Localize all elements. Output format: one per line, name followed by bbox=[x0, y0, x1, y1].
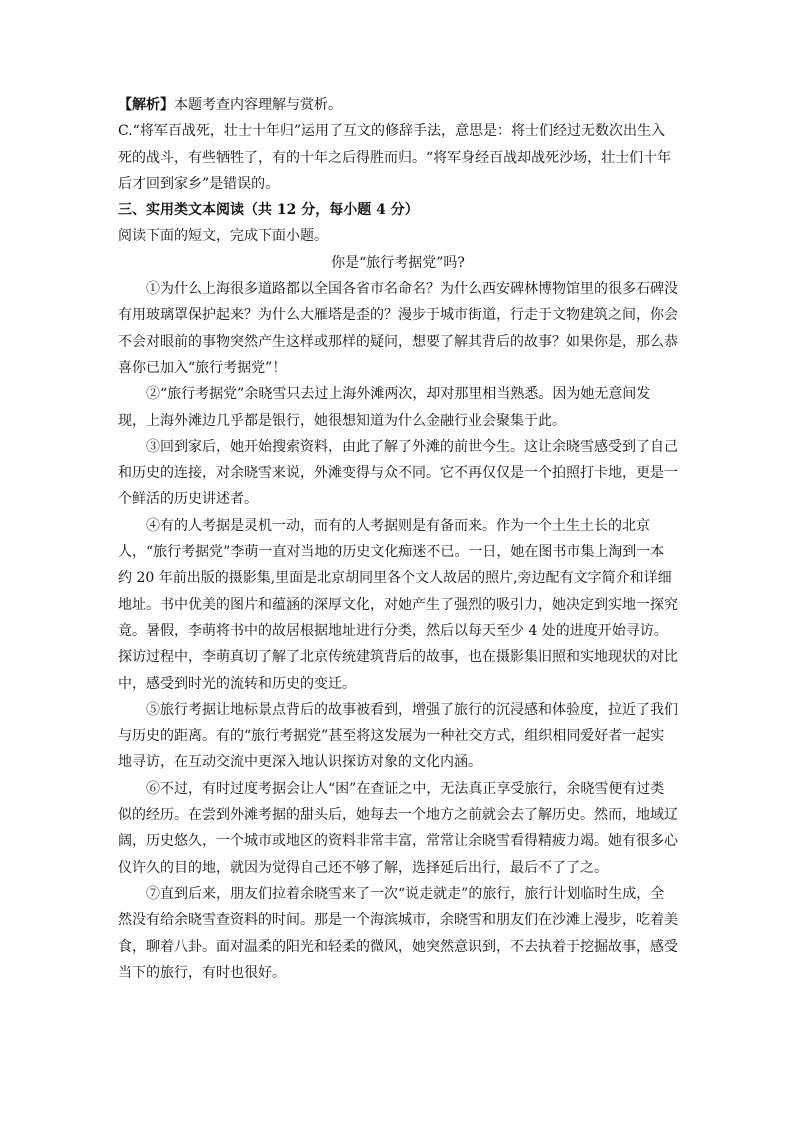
article-title: 你是“旅行考据党”吗? bbox=[331, 254, 465, 271]
article-paragraph: ④有的人考据是灵机一动，而有的人考据则是有备而来。作为一个土生土长的北京人，“旅行考据党”李萌一直对当地的历史文化痴迷不已。一日，她在图书市集上淘到一本约 20 年前出版的摄影集,里面是北京胡同里各个文人故居的照片,旁边配有文字简介和详细地址。书中优美的图片和蕴涵的深厚文化，对她产生了强烈的吸引力，她决定到实地一探究竟。暑假，李萌将书中的故居根据地址进行分类，然后以每天至少 4 处的进度开始寻访。探访过程中，李萌真切了解了北京传统建筑背后的故事，也在摄影集旧照和实地现状的对比中，感受到时光的流转和历史的变迁。 bbox=[118, 517, 678, 692]
section-instruction: 阅读下面的短文，完成下面小题。 bbox=[118, 228, 328, 245]
article-paragraph: ①为什么上海很多道路都以全国各省市名命名？为什么西安碑林博物馆里的很多石碑没有用玻璃罩保护起来？为什么大雁塔是歪的？漫步于城市街道，行走于文物建筑之间，你会不会对眼前的事物突然产生这样或那样的疑问，想要了解其背后的故事？如果你是，那么恭喜你已加入“旅行考据党”！ bbox=[118, 281, 678, 376]
article-paragraph: ⑤旅行考据让地标景点背后的故事被看到，增强了旅行的沉浸感和体验度，拉近了我们与历史的距离。有的“旅行考据党”甚至将这发展为一种社交方式，组织相同爱好者一起实地寻访，在互动交流中更深入地认识探访对象的文化内涵。 bbox=[118, 701, 678, 771]
analysis-text: C.“将军百战死，壮士十年归”运用了互文的修辞手法，意思是：将士们经过无数次出生入死的战斗，有些牺牲了，有的十年之后得胜而归。“将军身经百战却战死沙场，壮士们十年后才回到家乡”是错误的。 bbox=[118, 123, 672, 192]
analysis-intro: 本题考查内容理解与赏析。 bbox=[174, 97, 342, 113]
analysis-line bbox=[118, 92, 678, 118]
section-heading: 三、实用类文本阅读（共 12 分，每小题 4 分） bbox=[118, 202, 419, 219]
article-paragraph: ③回到家后，她开始搜索资料，由此了解了外滩的前世今生。这让余晓雪感受到了自己和历史的连接，对余晓雪来说，外滩变得与众不同。它不再仅仅是一个拍照打卡地，更是一个鲜活的历史讲述者。 bbox=[118, 438, 678, 508]
article-paragraph: ②“旅行考据党”余晓雪只去过上海外滩两次，却对那里相当熟悉。因为她无意间发现，上海外滩边几乎都是银行，她很想知道为什么金融行业会聚集于此。 bbox=[118, 386, 651, 429]
article-paragraph: ⑥不过，有时过度考据会让人“困”在查证之中，无法真正享受旅行，余晓雪便有过类似的经历。在尝到外滩考据的甜头后，她每去一个地方之前就会去了解历史。然而，地域辽阔，历史悠久，一个城市或地区的资料非常丰富，常常让余晓雪看得精疲力竭。她有很多心仪许久的目的地，就因为觉得自己还不够了解，选择延后出行，最后不了了之。 bbox=[118, 780, 678, 876]
article-paragraph: ⑦直到后来，朋友们拉着余晓雪来了一次“说走就走”的旅行，旅行计划临时生成，全然没有给余晓雪查资料的时间。那是一个海滨城市，余晓雪和朋友们在沙滩上漫步，吃着美食，聊着八卦。面对温柔的阳光和轻柔的微风，她突然意识到，不去执着于挖掘故事，感受当下的旅行，有时也很好。 bbox=[118, 885, 678, 981]
document-page bbox=[118, 92, 678, 986]
analysis-tag: 【解析】 bbox=[118, 97, 174, 113]
